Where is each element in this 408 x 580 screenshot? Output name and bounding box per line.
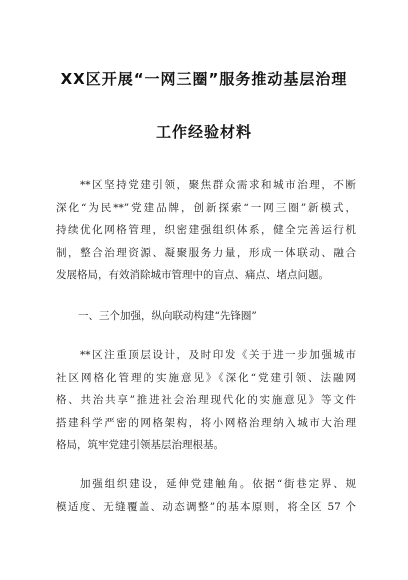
document-title-line-2: 工作经验材料 [155,123,252,141]
paragraph-line: 模适度、无缝覆盖、动态调整”的基本原则，将全区 57 个 [56,500,356,513]
paragraph-line: **区注重顶层设计，及时印发《关于进一步加强城市 [80,349,356,361]
paragraph-line: 格局，筑牢党建引领基层治理根基。 [56,439,224,451]
paragraph-top-level-design [56,344,356,457]
paragraph-line: 深化“为民**”党建品牌，创新探索“一网三圈”新模式， [56,201,356,214]
paragraph-line: 格、共治共享”推进社会治理现代化的实施意见》等文件 [56,394,356,406]
paragraph-line: 发展格局，有效消除城市管理中的盲点、痛点、堵点问题。 [56,269,329,281]
paragraph-line: **区坚持党建引领，聚焦群众需求和城市治理，不断 [80,179,356,191]
section-heading-1: 一、三个加强，纵向联动构建“先锋圈” [78,310,257,322]
paragraph-line: 社区网格化管理的实施意见》《深化“党建引领、法融网 [56,371,356,384]
paragraph-line: 制，整合治理资源、凝聚服务力量，形成一体联动、融合 [56,246,356,259]
document-title-line-1: XX区开展“一网三圈”服务推动基层治理 [60,70,348,88]
paragraph-line: 持续优化网格管理，织密建强组织体系，健全完善运行机 [56,224,356,236]
paragraph-intro [56,174,356,287]
paragraph-line: 加强组织建设，延伸党建触角。依据“街巷定界、规 [80,478,356,490]
paragraph-organization [56,473,356,518]
paragraph-line: 搭建科学严密的网格架构，将小网格治理纳入城市大治理 [56,416,356,429]
